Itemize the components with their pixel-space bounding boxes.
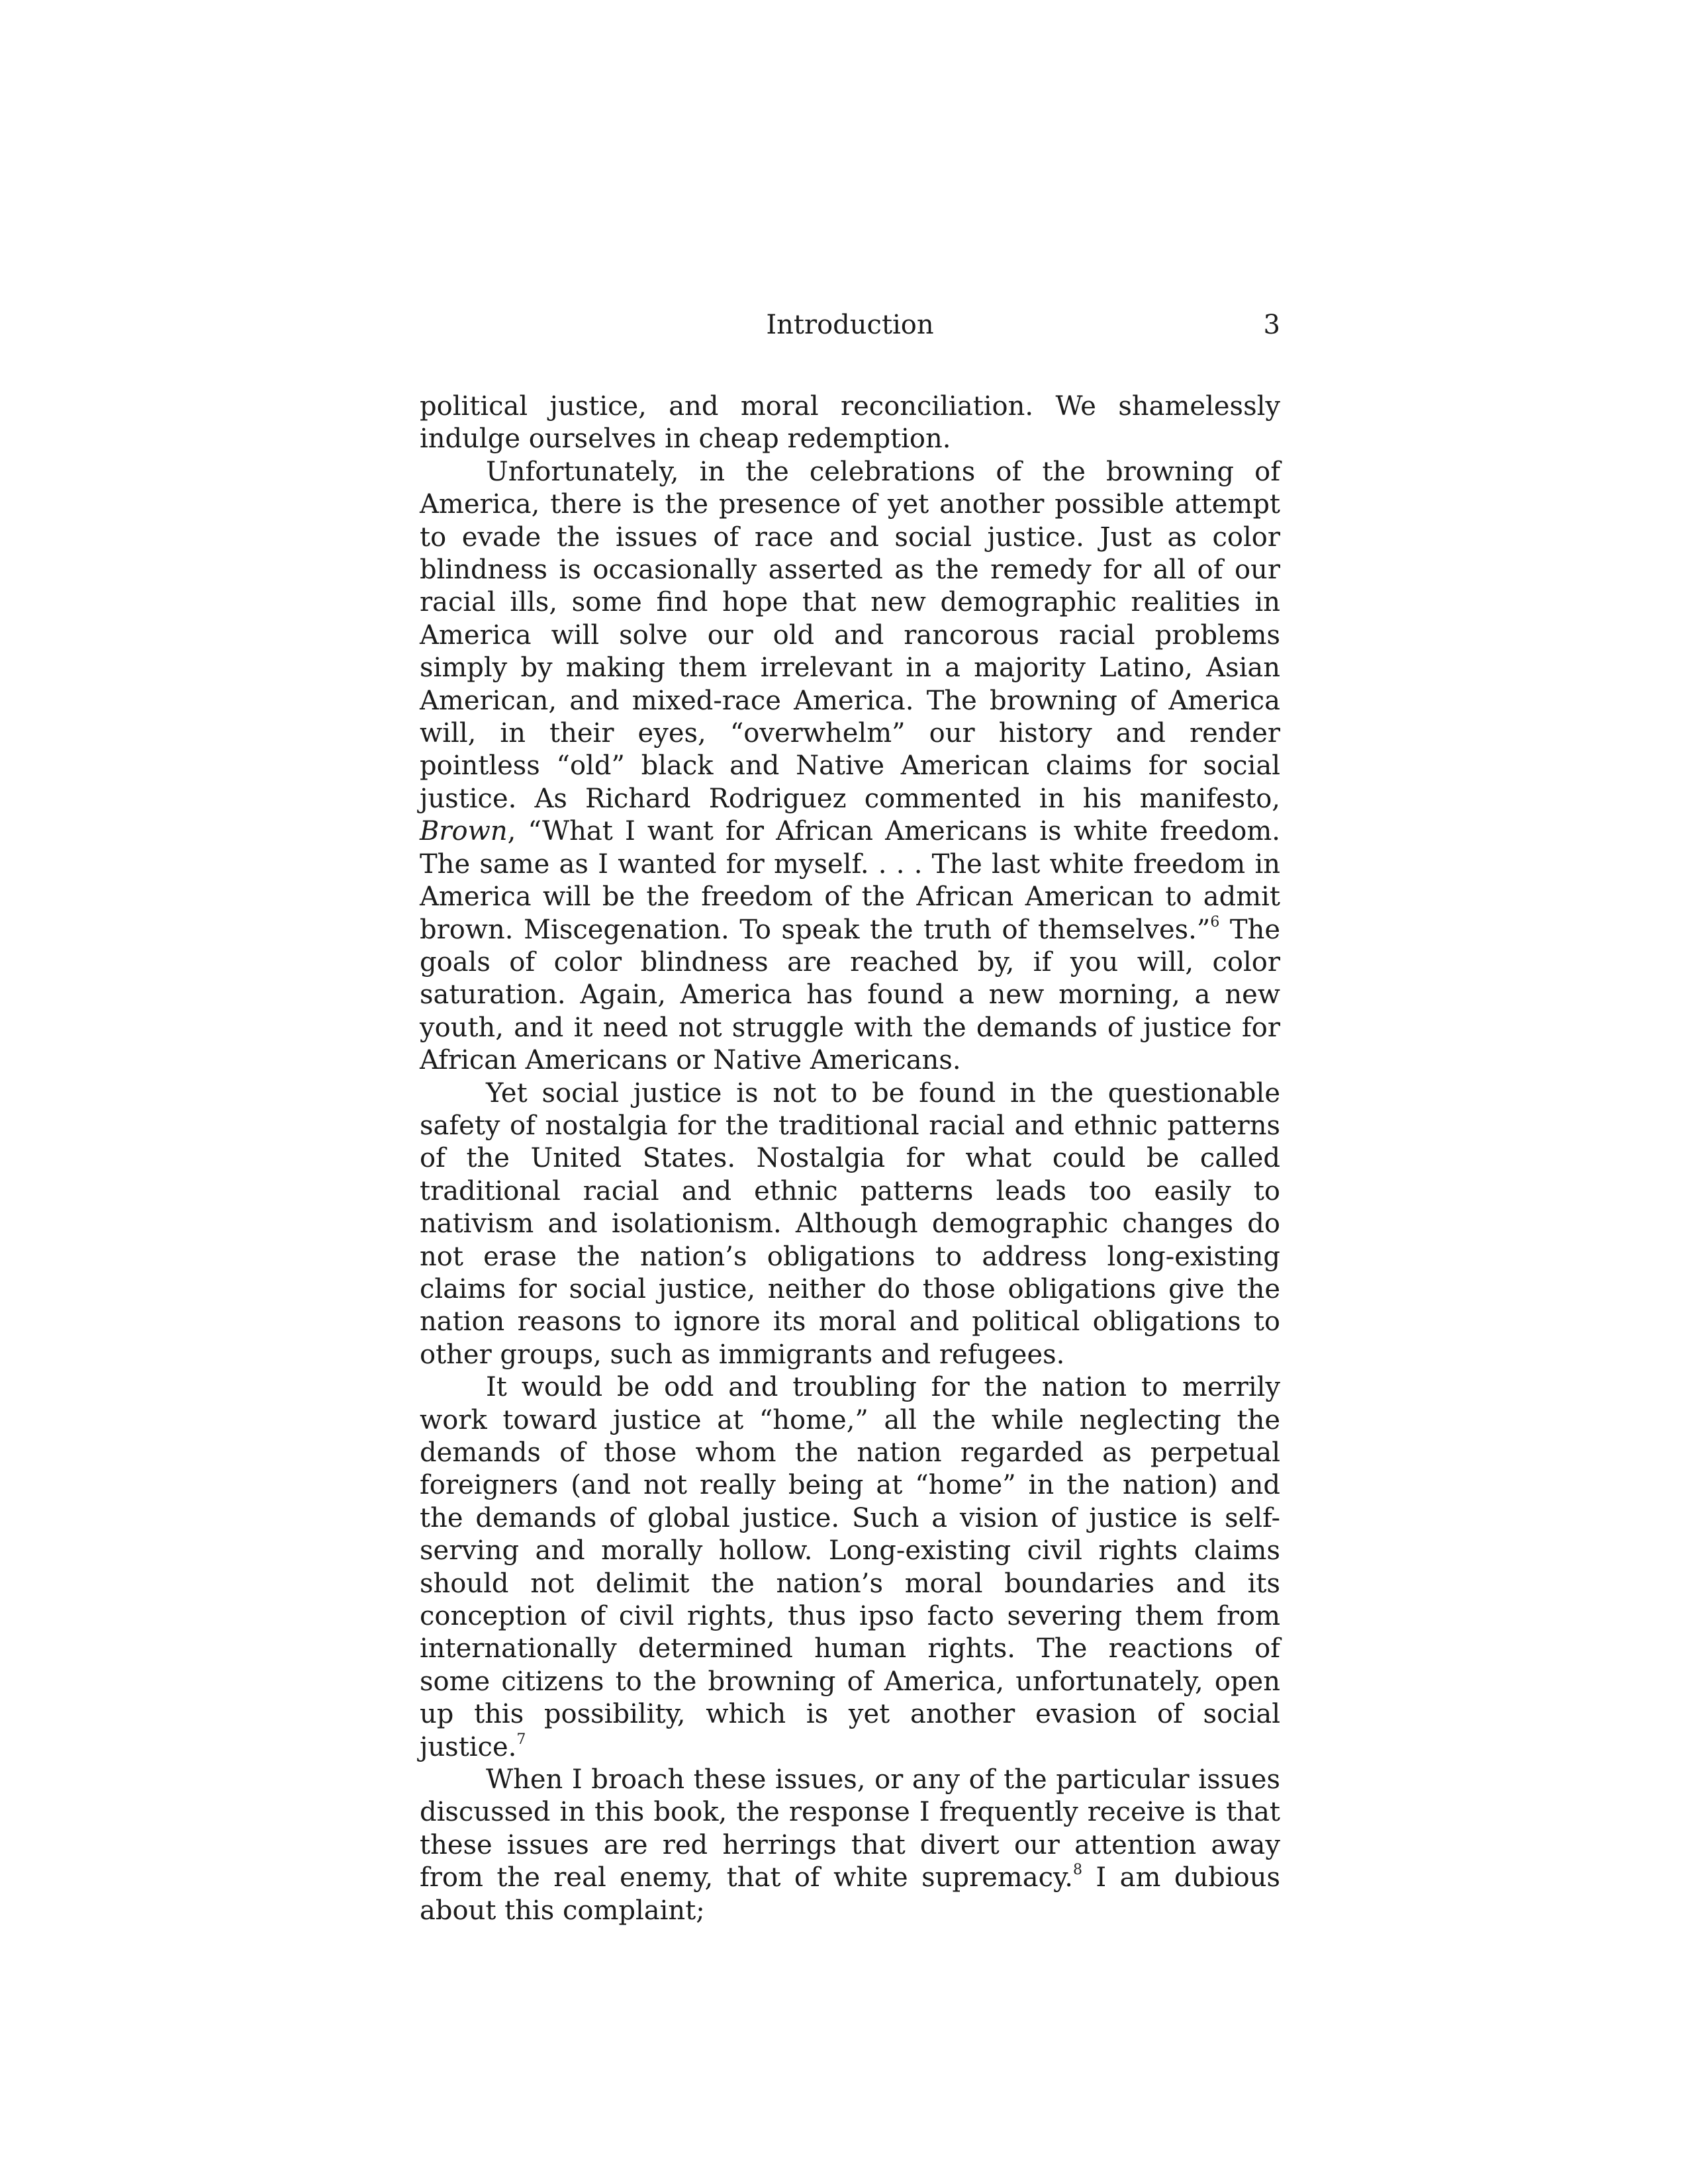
- paragraph-2: [420, 456, 1280, 1077]
- text-run: Yet social justice is not to be found in the questionable safety of nostalgia for the traditional racial and ethnic patterns of the United States. Nostalgia for what could be called traditional racial and ethnic patterns leads too easily to nativism and isolationism. Although demographic changes do not erase the nation’s obligations to address long-existing claims for social justice, neither do those obligations give the nation reasons to ignore its moral and political obligations to other groups, such as immigrants and refugees.: [420, 1077, 1280, 1370]
- page-number: 3: [1263, 310, 1280, 340]
- body-text: [420, 390, 1280, 1927]
- text-run: Unfortunately, in the celebrations of the browning of America, there is the presence of yet another possible attempt to evade the issues of race and social justice. Just as color blindness is occasionally asserted as the remedy for all of our racial ills, some find hope that new demographic realities in America will solve our old and rancorous racial problems simply by making them irrelevant in a majority Latino, Asian American, and mixed-race America. The browning of America will, in their eyes, “overwhelm” our history and render pointless “old” black and Native American claims for social justice. As Richard Rodriguez commented in his manifesto,: [420, 456, 1280, 814]
- text-run: When I broach these issues, or any of the particular issues discussed in this book, the response I frequently receive is that these issues are red herrings that divert our attention away from the real enemy, that of white supremacy.: [420, 1764, 1280, 1893]
- running-head: [420, 310, 1280, 349]
- text-run: It would be odd and troubling for the nation to merrily work toward justice at “home,” all the while neglecting the demands of those whom the nation regarded as perpetual foreigners (and not really being at “home” in the nation) and the demands of global justice. Such a vision of justice is self-serving and morally hollow. Long-existing civil rights claims should not delimit the nation’s moral boundaries and its conception of civil rights, thus ipso facto severing them from internationally determined human rights. The reactions of some citizens to the browning of America, unfortunately, open up this possibility, which is yet another evasion of social justice.: [420, 1372, 1280, 1762]
- footnote-ref-8: 8: [1073, 1862, 1082, 1879]
- text-run: , “What I want for African Americans is white freedom. The same as I wanted for myself. . . . The last white freedom in America will be the freedom of the African American to admit brown. Miscegenation. To speak the truth of themselves.”: [420, 816, 1280, 945]
- paragraph-1: [420, 390, 1280, 456]
- paragraph-4: [420, 1371, 1280, 1764]
- paragraph-3: [420, 1077, 1280, 1372]
- footnote-ref-6: 6: [1210, 913, 1220, 931]
- text-run: I am dubious about this complaint;: [420, 1862, 1281, 1926]
- text-run: The goals of color blindness are reached by, if you will, color saturation. Again, America has found a new morning, a new youth, and it need not struggle with the demands of justice for African Americans or Native Americans.: [420, 914, 1280, 1076]
- footnote-ref-7: 7: [516, 1731, 526, 1748]
- paragraph-5: [420, 1764, 1280, 1927]
- text-run: political justice, and moral reconciliation. We shamelessly indulge ourselves in cheap redemption.: [420, 391, 1280, 455]
- chapter-title: Introduction: [766, 310, 934, 340]
- book-title-brown: Brown: [420, 816, 508, 847]
